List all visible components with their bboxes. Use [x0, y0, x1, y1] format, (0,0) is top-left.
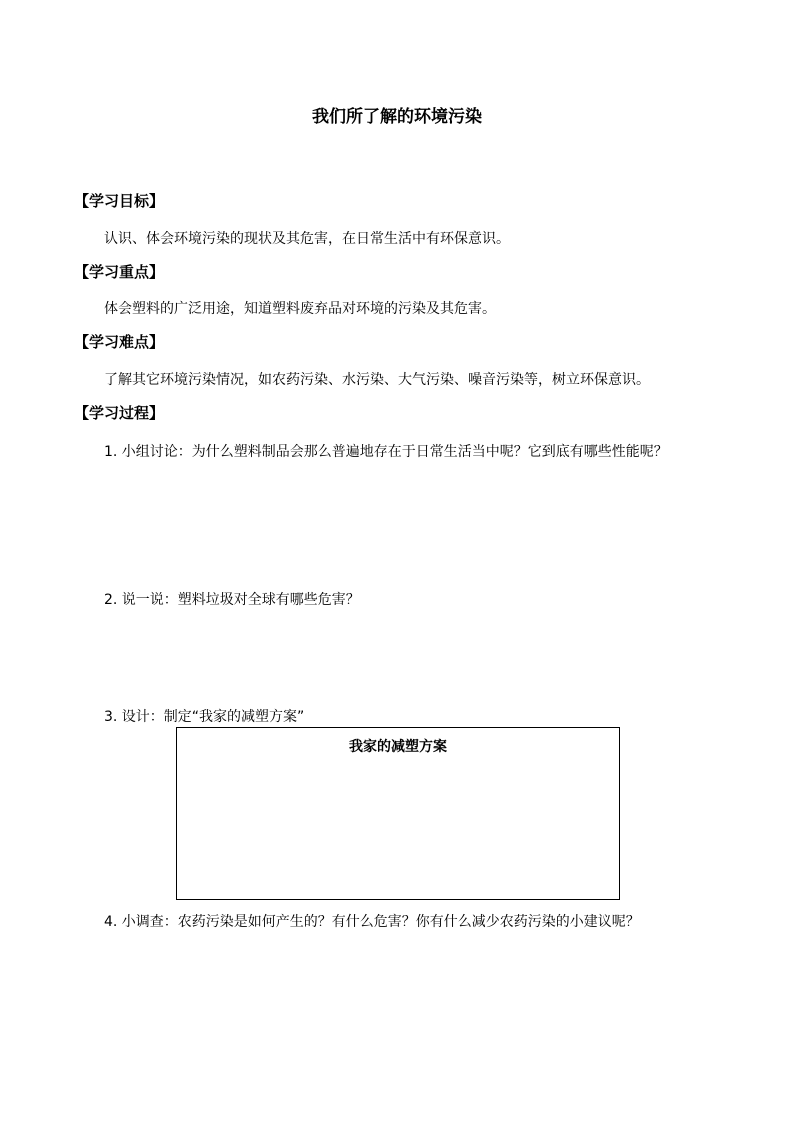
question-1: 1. 小组讨论：为什么塑料制品会那么普遍地存在于日常生活当中呢？它到底有哪些性能呢？: [104, 444, 668, 460]
question-2: 2. 说一说：塑料垃圾对全球有哪些危害？: [104, 592, 360, 608]
difficulties-text: 了解其它环境污染情况，如农药污染、水污染、大气污染、噪音污染等，树立环保意识。: [104, 372, 650, 388]
objective-heading: 【学习目标】: [74, 192, 165, 210]
process-heading: 【学习过程】: [74, 404, 165, 422]
question-4: 4. 小调查：农药污染是如何产生的？有什么危害？你有什么减少农药污染的小建议呢？: [104, 914, 640, 930]
plan-box: [176, 727, 620, 900]
question-3: 3. 设计：制定“我家的减塑方案”: [104, 709, 305, 725]
key-points-text: 体会塑料的广泛用途，知道塑料废弃品对环境的污染及其危害。: [104, 301, 496, 317]
key-points-heading: 【学习重点】: [74, 263, 165, 281]
objective-text: 认识、体会环境污染的现状及其危害，在日常生活中有环保意识。: [104, 231, 510, 247]
plan-box-title: 我家的减塑方案: [349, 739, 447, 755]
page-title: 我们所了解的环境污染: [312, 107, 482, 127]
difficulties-heading: 【学习难点】: [74, 333, 165, 351]
